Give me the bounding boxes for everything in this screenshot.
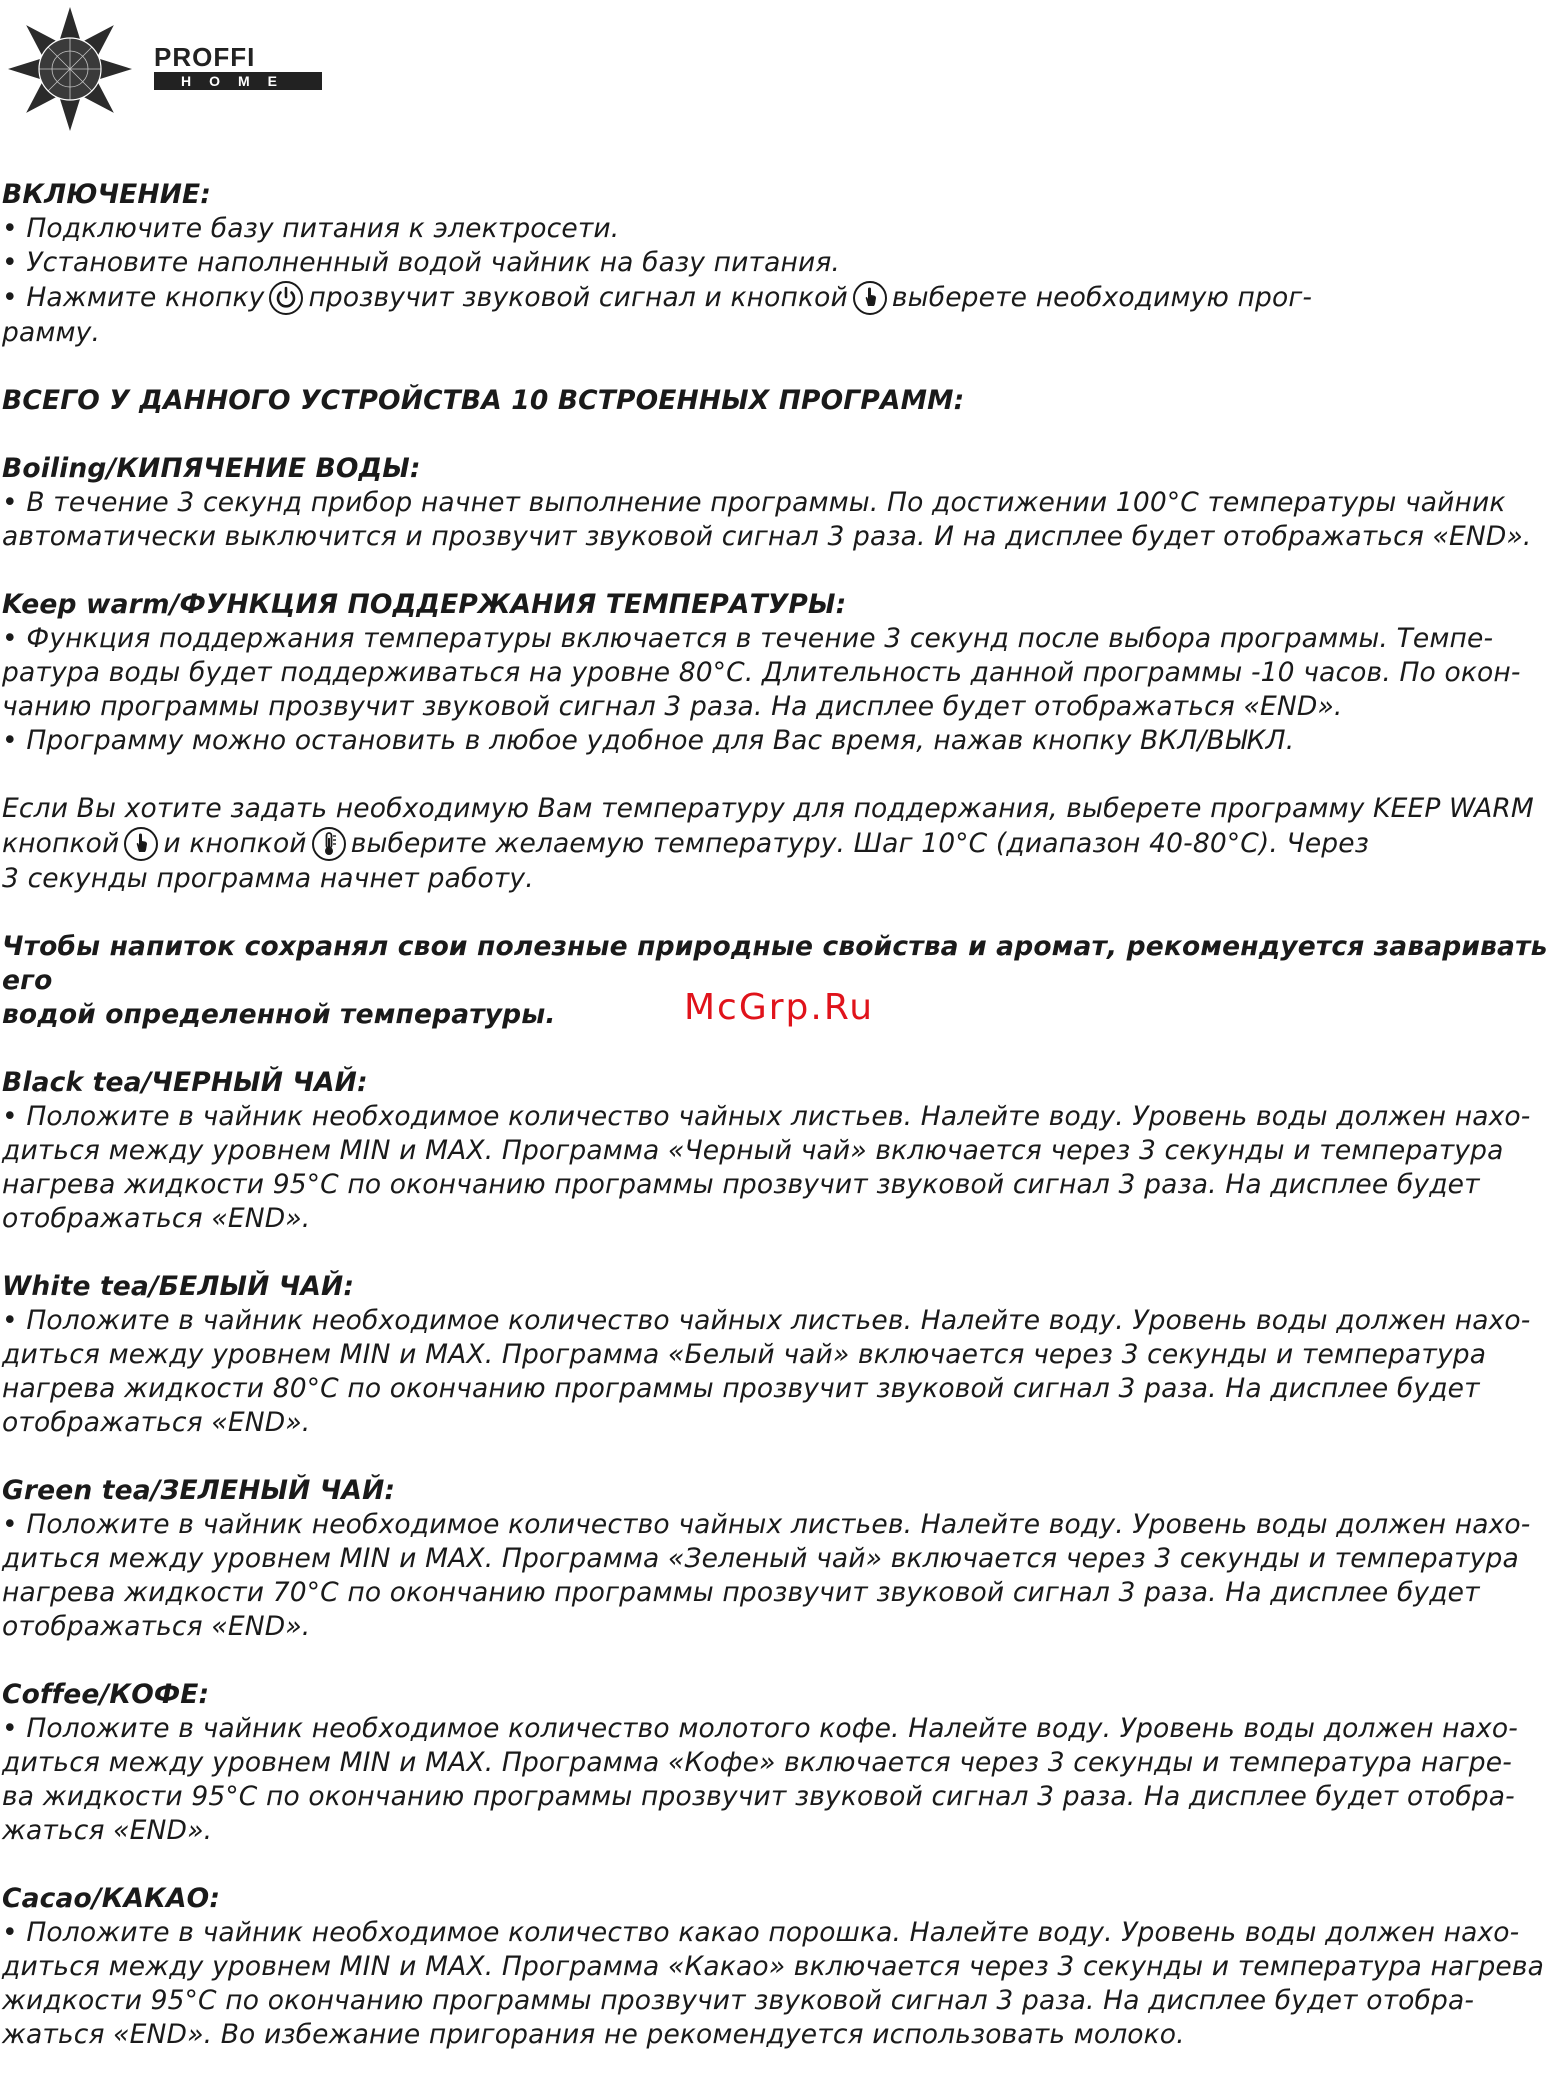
section-green-tea — [2, 1474, 1557, 1644]
text-fragment: выберете необходимую прог- — [891, 282, 1313, 313]
section-title: Keep warm/ФУНКЦИЯ ПОДДЕРЖАНИЯ ТЕМПЕРАТУРЫ: — [2, 589, 847, 620]
text-line: • Положите в чайник необходимое количество молотого кофе. Налейте воду. Уровень воды должен нахо- — [2, 1713, 1518, 1744]
text-fragment: прозвучит звуковой сигнал и кнопкой — [308, 282, 848, 313]
text-line: • Положите в чайник необходимое количество какао порошка. Налейте воду. Уровень воды должен нахо- — [2, 1917, 1520, 1948]
text-line — [2, 280, 1557, 316]
proffi-home-logo — [6, 6, 326, 132]
sun-emblem-icon — [8, 7, 132, 131]
text-line: жаться «END». Во избежание пригорания не рекомендуется использовать молоко. — [2, 2019, 1185, 2050]
text-line: • Подключите базу питания к электросети. — [2, 213, 620, 244]
text-line: нагрева жидкости 80°С по окончанию программы прозвучит звуковой сигнал 3 раза. На дисплее будет — [2, 1373, 1480, 1404]
section-title: Black tea/ЧЕРНЫЙ ЧАЙ: — [2, 1067, 368, 1098]
watermark: McGrp.Ru — [684, 987, 875, 1028]
section-title: ВСЕГО У ДАННОГО УСТРОЙСТВА 10 ВСТРОЕННЫХ ПРОГРАММ: — [2, 385, 965, 416]
section-title: Green tea/ЗЕЛЕНЫЙ ЧАЙ: — [2, 1475, 396, 1506]
brand-sub: HOME — [181, 73, 295, 89]
section-coffee — [2, 1678, 1557, 1848]
section-custom-temp — [2, 792, 1557, 896]
text-line: 3 секунды программа начнет работу. — [2, 863, 534, 894]
section-title: Cacao/КАКАО: — [2, 1883, 221, 1914]
text-line: отображаться «END». — [2, 1203, 311, 1234]
text-line: жаться «END». — [2, 1815, 213, 1846]
text-line: диться между уровнем MIN и MAX. Программа «Зеленый чай» включается через 3 секунды и температура — [2, 1543, 1519, 1574]
section-title: ВКЛЮЧЕНИЕ: — [2, 179, 212, 210]
text-line: • Функция поддержания температуры включается в течение 3 секунд после выбора программы. Темпе- — [2, 623, 1494, 654]
section-advice — [2, 930, 1557, 1032]
thermometer-icon — [311, 826, 347, 862]
text-line: Чтобы напиток сохранял свои полезные природные свойства и аромат, рекомендуется заваривать его — [2, 931, 1548, 996]
touch-button-icon — [852, 280, 888, 316]
text-line: диться между уровнем MIN и MAX. Программа «Кофе» включается через 3 секунды и температура нагре- — [2, 1747, 1512, 1778]
text-line: • В течение 3 секунд прибор начнет выполнение программы. По достижении 100°С температуры чайник — [2, 487, 1506, 518]
text-fragment: • Нажмите кнопку — [2, 282, 265, 313]
text-line: • Положите в чайник необходимое количество чайных листьев. Налейте воду. Уровень воды должен нахо- — [2, 1305, 1531, 1336]
text-line: ва жидкости 95°С по окончанию программы прозвучит звуковой сигнал 3 раза. На дисплее будет отобра- — [2, 1781, 1515, 1812]
text-line: отображаться «END». — [2, 1407, 311, 1438]
document-body — [2, 178, 1557, 2086]
touch-button-icon — [123, 826, 159, 862]
text-line: автоматически выключится и прозвучит звуковой сигнал 3 раза. И на дисплее будет отображаться «END». — [2, 521, 1532, 552]
text-line: нагрева жидкости 95°С по окончанию программы прозвучит звуковой сигнал 3 раза. На дисплее будет — [2, 1169, 1480, 1200]
text-line: нагрева жидкости 70°С по окончанию программы прозвучит звуковой сигнал 3 раза. На дисплее будет — [2, 1577, 1480, 1608]
text-line: жидкости 95°С по окончанию программы прозвучит звуковой сигнал 3 раза. На дисплее будет отобра- — [2, 1985, 1475, 2016]
power-button-icon — [268, 280, 304, 316]
text-line: чанию программы прозвучит звуковой сигнал 3 раза. На дисплее будет отображаться «END». — [2, 691, 1343, 722]
text-line: диться между уровнем MIN и MAX. Программа «Черный чай» включается через 3 секунды и температура — [2, 1135, 1504, 1166]
section-keep-warm — [2, 588, 1557, 758]
section-cacao — [2, 1882, 1557, 2052]
text-fragment: и кнопкой — [163, 828, 307, 859]
text-fragment: выберите желаемую температуру. Шаг 10°С (диапазон 40-80°С). Через — [350, 828, 1369, 859]
text-line: отображаться «END». — [2, 1611, 311, 1642]
section-total — [2, 384, 1557, 418]
section-power-on — [2, 178, 1557, 350]
text-line: • Установите наполненный водой чайник на базу питания. — [2, 247, 840, 278]
brand-name: PROFFI — [154, 42, 256, 72]
text-line: ратура воды будет поддерживаться на уровне 80°С. Длительность данной программы -10 часов. По окон- — [2, 657, 1521, 688]
text-line: • Положите в чайник необходимое количество чайных листьев. Налейте воду. Уровень воды должен нахо- — [2, 1101, 1531, 1132]
section-title: Coffee/КОФЕ: — [2, 1679, 210, 1710]
text-line: диться между уровнем MIN и MAX. Программа «Белый чай» включается через 3 секунды и температура — [2, 1339, 1487, 1370]
section-title: White tea/БЕЛЫЙ ЧАЙ: — [2, 1271, 355, 1302]
section-boiling — [2, 452, 1557, 554]
text-line — [2, 826, 1557, 862]
section-black-tea — [2, 1066, 1557, 1236]
text-line: Если Вы хотите задать необходимую Вам температуру для поддержания, выберете программу KEEP WARM — [2, 793, 1534, 824]
text-line: диться между уровнем MIN и MAX. Программа «Какао» включается через 3 секунды и температура нагрева — [2, 1951, 1545, 1982]
text-line: • Положите в чайник необходимое количество чайных листьев. Налейте воду. Уровень воды должен нахо- — [2, 1509, 1531, 1540]
text-fragment: кнопкой — [2, 828, 120, 859]
section-white-tea — [2, 1270, 1557, 1440]
text-line: водой определенной температуры. — [2, 999, 556, 1030]
text-line: рамму. — [2, 317, 101, 348]
text-line: • Программу можно остановить в любое удобное для Вас время, нажав кнопку ВКЛ/ВЫКЛ. — [2, 725, 1295, 756]
section-title: Boiling/КИПЯЧЕНИЕ ВОДЫ: — [2, 453, 421, 484]
